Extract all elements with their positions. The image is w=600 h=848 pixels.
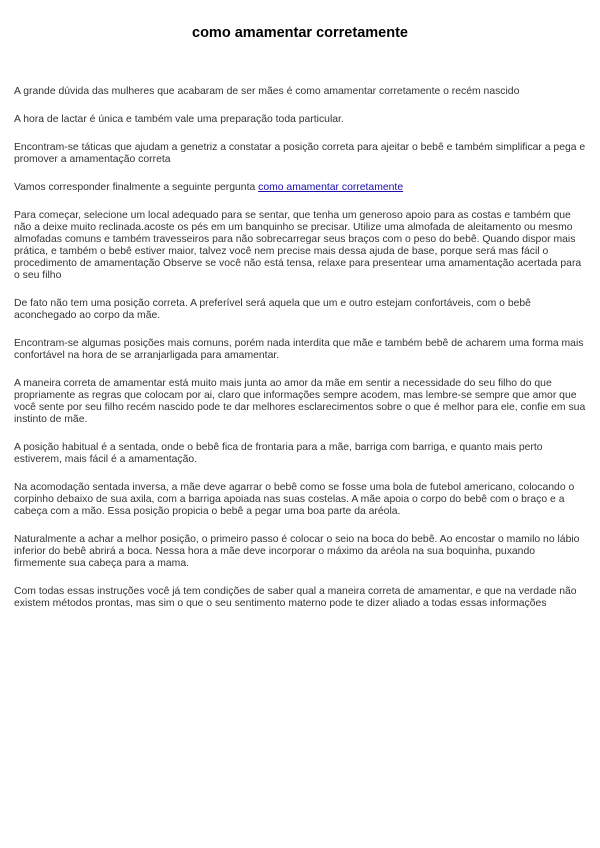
paragraph-seating: Para começar, selecione um local adequado para se sentar, que tenha um generoso apoio para as costas e também que não a deixe muito reclinada.acoste os pés em um banquinho se precisar. Utilize uma almofada de aleitamento ou mesmo almofadas comuns e também travesseiros para não sobrecarregar seus braços com o peso do bebê. Quando dispor mais prática, e também o bebê estiver maior, talvez você nem precise mais dessa ajuda de base, porque será mas fácil o procedimento de amamentação Observe se você não está tensa, relaxe para presentear uma amamentação acertada para o seu filho [14,210,582,281]
article-link[interactable]: como amamentar corretamente [258,182,404,193]
paragraph-conclusion: Com todas essas instruções você já tem condições de saber qual a maneira correta de amamentar, e que na verdade não existem métodos prontas, mas sim o que o seu sentimento materno pode te dizer aliado a todas essas informações [14,586,577,609]
question-text: Vamos corresponder finalmente a seguinte pergunta [14,182,259,193]
paragraph-latching: Naturalmente a achar a melhor posição, o primeiro passo é colocar o seio na boca do bebê. Ao encostar o mamilo no lábio inferior do bebê abrirá a boca. Nessa hora a mãe deve incorporar o máximo da aréola na sua boquinha, puxando firmemente sua cabeça para a mama. [14,534,580,569]
paragraph-seated-position: A posição habitual é a sentada, onde o bebê fica de frontaria para a mãe, barriga com barriga, e quanto mais perto estiverem, mais fácil é a amamentação. [14,442,543,465]
paragraph-question [14,182,586,194]
page-title: como amamentar corretamente [192,25,408,41]
paragraph-common-positions: Encontram-se algumas posições mais comuns, porém nada interdita que mãe e também bebê de acharem uma forma mais confortável na hora de se arranjarligada para amamentar. [14,338,584,361]
paragraph-tactics: Encontram-se táticas que ajudam a genetriz a constatar a posição correta para ajeitar o bebê e também simplificar a pega e promover a amamentação correta [14,142,586,165]
paragraph-lactation-moment: A hora de lactar é única e também vale uma preparação toda particular. [14,114,344,125]
paragraph-no-correct-position: De fato não tem uma posição correta. A preferível será aquela que um e outro estejam confortáveis, com o bebê aconchegado ao corpo da mãe. [14,298,531,321]
article-body [14,86,586,626]
paragraph-mother-love: A maneira correta de amamentar está muito mais junta ao amor da mãe em sentir a necessidade do seu filho do que propriamente as regras que colocam por ai, claro que informações sempre acodem, mas lembre-se sempre que amor que você sente por seu filho recém nascido pode te dar melhores esclarecimentos sobre o que é melhor para ele, confie em sua instinto de mãe. [14,378,586,425]
paragraph-inverse-position: Na acomodação sentada inversa, a mãe deve agarrar o bebê como se fosse uma bola de futebol americano, colocando o corpinho debaixo de sua axila, com a barriga apoiada nas suas costelas. A mãe apoia o corpo do bebê com o braço e a cabeça com a mão. Essa posição propicia o bebê a pegar uma boa parte da aréola. [14,482,575,517]
paragraph-intro: A grande dúvida das mulheres que acabaram de ser mães é como amamentar corretamente o recém nascido [14,86,520,97]
